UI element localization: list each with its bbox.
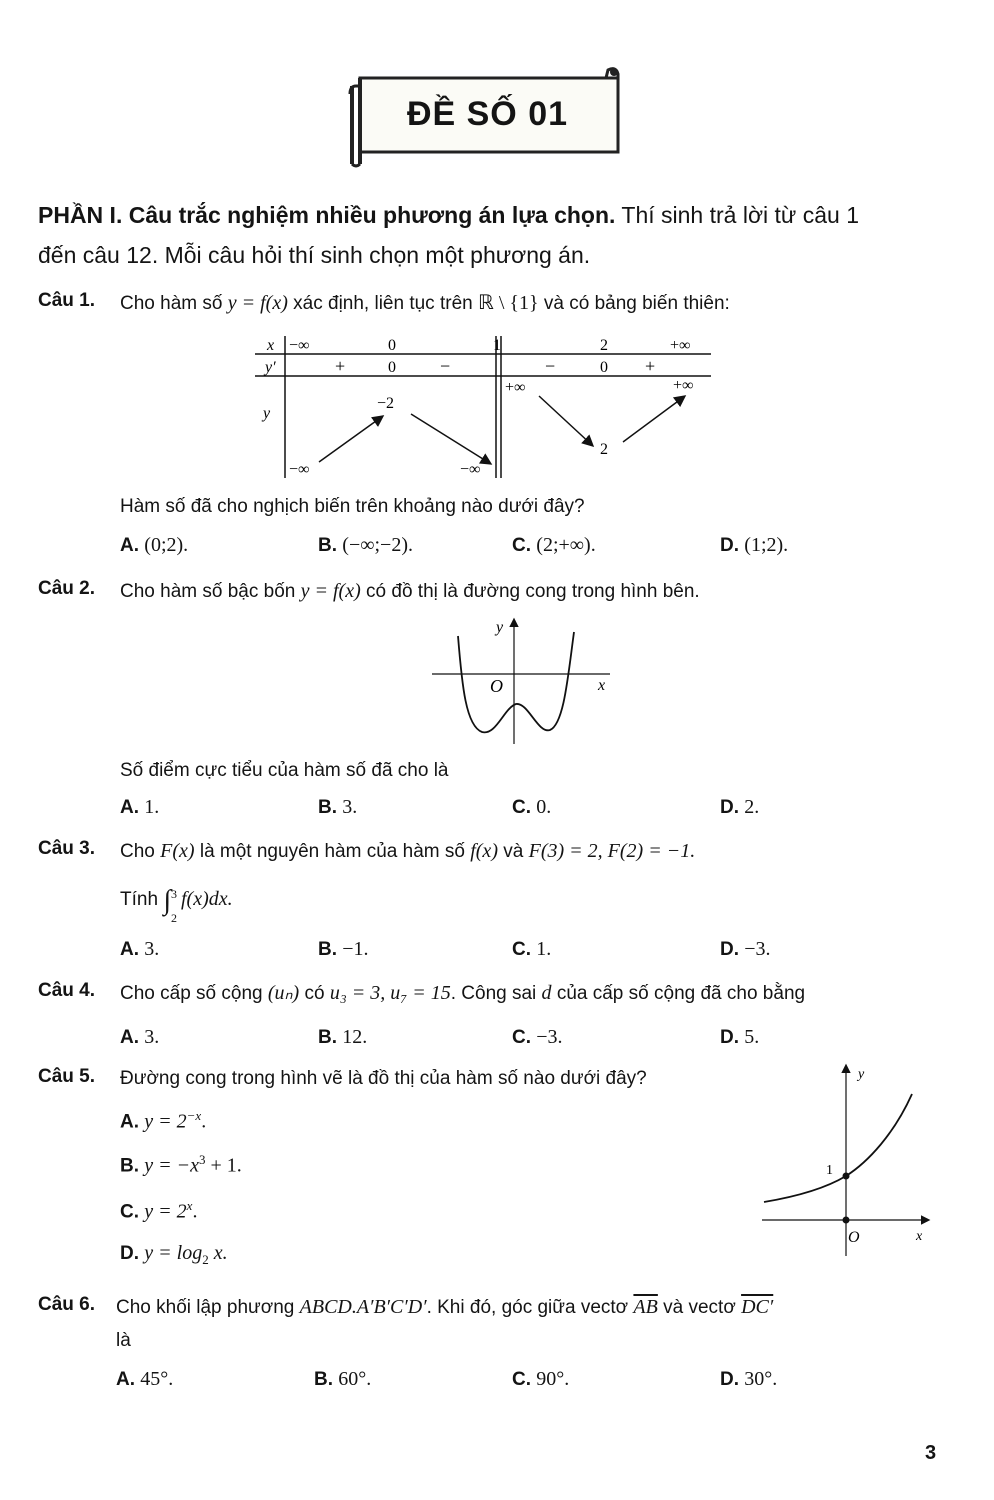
q3-option-c-key: C.: [512, 939, 531, 960]
q1-option-d-key: D.: [720, 535, 739, 556]
q6-vector-dc: DC′: [741, 1296, 774, 1318]
q3-f: f(x): [470, 840, 498, 862]
q5-option-a-end: .: [201, 1110, 207, 1133]
q1-text-a: Cho hàm số: [120, 293, 223, 314]
graph-y-label: y: [858, 1067, 865, 1082]
q6-option-a-key: A.: [116, 1369, 135, 1390]
q6-option-a[interactable]: [116, 1368, 173, 1391]
q3-line2: [120, 884, 233, 924]
q6-option-c[interactable]: [512, 1368, 569, 1391]
q2-option-d[interactable]: [720, 796, 759, 819]
q1-option-d[interactable]: [720, 534, 788, 557]
graph-origin: O: [848, 1229, 860, 1246]
q1-option-c[interactable]: [512, 534, 596, 557]
q1-domain: ℝ \ {1}: [477, 292, 539, 314]
y-val-0: −∞: [289, 461, 310, 478]
x-val-0: −∞: [289, 337, 310, 354]
q3-option-b[interactable]: [318, 938, 369, 961]
page-number: 3: [925, 1442, 937, 1464]
page-title: ĐỀ SỐ 01: [406, 95, 569, 133]
q4-text-a: Cho cấp số cộng: [120, 983, 263, 1004]
q5-option-c-base: y = 2: [144, 1200, 187, 1223]
table-x-label: x: [267, 337, 275, 354]
origin-dot: [843, 1217, 850, 1224]
arrow-down-2: [539, 396, 593, 446]
q2-question: Số điểm cực tiểu của hàm số đã cho là: [120, 760, 449, 781]
q1-option-a-key: A.: [120, 535, 139, 556]
q2-option-a[interactable]: [120, 796, 159, 819]
q5-option-c-end: .: [192, 1200, 198, 1223]
x-val-4: +∞: [670, 337, 691, 354]
q5-text: Đường cong trong hình vẽ là đồ thị của hàm số nào dưới đây?: [120, 1068, 647, 1089]
q2-option-c-key: C.: [512, 797, 531, 818]
q2-formula: y = f(x): [300, 580, 361, 602]
q4-text: [120, 980, 805, 1007]
arrow-up-2: [623, 396, 685, 442]
q2-option-d-text: 2.: [744, 796, 760, 818]
part-title: PHẦN I. Câu trắc nghiệm nhiều phương án lựa chọn.: [38, 202, 616, 228]
q4-option-c-text: −3.: [536, 1026, 563, 1048]
integral-upper: 3: [170, 886, 177, 901]
arrow-up-1: [319, 416, 383, 462]
q2-option-d-key: D.: [720, 797, 739, 818]
table-y-label: y: [263, 405, 271, 422]
yp-sign-0: +: [335, 356, 346, 376]
y-val-1: −2: [377, 395, 395, 412]
q3-text-b: là một nguyên hàm của hàm số: [199, 841, 465, 862]
q4-option-a[interactable]: [120, 1026, 159, 1049]
q3-option-d-key: D.: [720, 939, 739, 960]
q4-option-b-text: 12.: [342, 1026, 368, 1048]
q5-option-d-sub: 2: [202, 1251, 209, 1267]
q1-text-b: xác định, liên tục trên: [293, 293, 473, 314]
quartic-graph: [430, 616, 620, 746]
q6-option-c-text: 90°.: [536, 1368, 570, 1390]
q5-label: Câu 5.: [38, 1066, 96, 1087]
q3-integrand: f(x)dx.: [180, 888, 233, 910]
q1-option-c-text: (2;+∞).: [536, 534, 596, 556]
q4-text-b: có: [304, 983, 325, 1004]
q1-option-a-text: (0;2).: [144, 534, 189, 556]
q5-option-b[interactable]: [120, 1152, 242, 1177]
q3-option-c[interactable]: [512, 938, 551, 961]
q5-option-c[interactable]: [120, 1198, 197, 1223]
q4-d: d: [541, 982, 552, 1004]
q3-option-b-text: −1.: [342, 938, 369, 960]
q3-option-d[interactable]: [720, 938, 771, 961]
q1-option-a[interactable]: [120, 534, 188, 557]
y-val-4: 2: [600, 441, 608, 458]
graph-y-label: y: [496, 619, 504, 636]
quartic-curve: [458, 632, 574, 732]
q2-option-c[interactable]: [512, 796, 551, 819]
q3-option-a-key: A.: [120, 939, 139, 960]
q5-option-b-base: y = −x: [144, 1154, 200, 1177]
q4-option-b-key: B.: [318, 1027, 337, 1048]
q4-text-c: . Công sai: [450, 983, 537, 1004]
q5-option-a[interactable]: [120, 1108, 206, 1133]
q5-option-a-base: y = 2: [144, 1110, 187, 1133]
yp-sign-3: −: [545, 356, 556, 376]
q2-option-c-text: 0.: [536, 796, 552, 818]
q3-text-c: và: [503, 841, 524, 862]
table-yp-label: y′: [265, 359, 276, 376]
q6-vector-ab: $\overline{AB}$: [633, 1296, 658, 1318]
q4-option-d[interactable]: [720, 1026, 759, 1049]
q5-option-b-key: B.: [120, 1155, 139, 1177]
q5-option-b-end: + 1.: [205, 1154, 242, 1177]
q2-label: Câu 2.: [38, 578, 96, 599]
integral-sign: ∫: [163, 885, 171, 916]
yp-sign-2: −: [440, 356, 451, 376]
q4-condition: u₃ = 3, u₇ = 15: [329, 982, 451, 1004]
q4-option-c[interactable]: [512, 1026, 563, 1049]
q6-option-d-text: 30°.: [744, 1368, 778, 1390]
q6-text-a: Cho khối lập phương: [116, 1297, 295, 1318]
q2-text-b: có đồ thị là đường cong trong hình bên.: [366, 581, 700, 602]
q2-text: [120, 578, 700, 605]
q6-option-a-text: 45°.: [140, 1368, 174, 1390]
q6-option-b-text: 60°.: [338, 1368, 372, 1390]
q4-option-c-key: C.: [512, 1027, 531, 1048]
q1-text: [120, 290, 730, 317]
q3-F: F(x): [160, 840, 195, 862]
q1-text-c: và có bảng biến thiên:: [543, 293, 730, 314]
q6-text-c: và vectơ: [663, 1297, 736, 1318]
q3-option-d-text: −3.: [744, 938, 771, 960]
q3-option-a-text: 3.: [144, 938, 160, 960]
q3-option-a[interactable]: [120, 938, 159, 961]
q2-option-a-text: 1.: [144, 796, 160, 818]
q4-option-d-text: 5.: [744, 1026, 760, 1048]
q1-option-b-text: (−∞;−2).: [342, 534, 413, 556]
q4-text-d: của cấp số cộng đã cho bằng: [556, 983, 806, 1004]
q6-option-d-key: D.: [720, 1369, 739, 1390]
q2-option-b[interactable]: [318, 796, 357, 819]
q6-line2: là: [116, 1330, 131, 1351]
q4-label: Câu 4.: [38, 980, 96, 1001]
q1-formula: y = f(x): [227, 292, 288, 314]
tick-one: 1: [826, 1163, 833, 1178]
q5-option-b-sup: 3: [199, 1152, 206, 1167]
q1-label: Câu 1.: [38, 290, 96, 311]
q2-option-b-key: B.: [318, 797, 337, 818]
q5-option-a-sup: −x: [186, 1108, 202, 1123]
part-instructions-2: đến câu 12. Mỗi câu hỏi thí sinh chọn một phương án.: [38, 242, 591, 268]
q2-option-b-text: 3.: [342, 796, 358, 818]
q4-option-a-key: A.: [120, 1027, 139, 1048]
q1-option-c-key: C.: [512, 535, 531, 556]
y-val-5: +∞: [673, 377, 694, 394]
part-heading: [38, 195, 958, 275]
q1-question: Hàm số đã cho nghịch biến trên khoảng nào dưới đây?: [120, 496, 585, 517]
q4-sequence: (uₙ): [267, 982, 300, 1004]
x-val-1: 0: [388, 337, 396, 354]
exponential-curve: [764, 1094, 912, 1202]
yp-sign-1: 0: [388, 359, 396, 376]
q5-option-d[interactable]: [120, 1242, 228, 1268]
q5-option-d-key: D.: [120, 1243, 139, 1264]
graph-x-label: x: [916, 1229, 923, 1244]
y-val-3: +∞: [505, 379, 526, 396]
yp-sign-4: 0: [600, 359, 608, 376]
q1-option-d-text: (1;2).: [744, 534, 789, 556]
q5-option-c-sup: x: [186, 1198, 193, 1213]
q3-condition: F(3) = 2, F(2) = −1.: [528, 840, 696, 862]
yp-sign-5: +: [645, 356, 656, 376]
variation-table: [255, 334, 715, 480]
x-val-2: 1: [493, 337, 501, 354]
graph-x-label: x: [598, 677, 606, 694]
q4-option-b[interactable]: [318, 1026, 367, 1049]
q6-solid: ABCD.A′B′C′D′: [299, 1296, 427, 1318]
exponential-graph: [760, 1062, 940, 1258]
q5-option-a-key: A.: [120, 1111, 139, 1133]
q3-option-c-text: 1.: [536, 938, 552, 960]
q3-label: Câu 3.: [38, 838, 96, 859]
q5-option-d-base: y = log: [144, 1242, 203, 1264]
q4-option-a-text: 3.: [144, 1026, 160, 1048]
q3-text: [120, 838, 695, 865]
graph-origin: O: [490, 676, 503, 696]
q5-option-d-end: x.: [208, 1242, 228, 1264]
y-val-2: −∞: [460, 461, 481, 478]
q2-option-a-key: A.: [120, 797, 139, 818]
arrow-down-1: [411, 414, 491, 464]
integral-lower: 2: [170, 910, 177, 925]
q6-option-d[interactable]: [720, 1368, 777, 1391]
q4-option-d-key: D.: [720, 1027, 739, 1048]
q6-text-b: . Khi đó, góc giữa vectơ: [426, 1297, 629, 1318]
q3-line2-text: Tính: [120, 889, 159, 910]
q6-label: Câu 6.: [38, 1294, 96, 1315]
q1-option-b-key: B.: [318, 535, 337, 556]
q2-text-a: Cho hàm số bậc bốn: [120, 581, 296, 602]
q6-text: [116, 1294, 773, 1321]
q3-text-a: Cho: [120, 841, 155, 862]
x-val-3: 2: [600, 337, 608, 354]
q6-option-b[interactable]: [314, 1368, 371, 1391]
q5-option-c-key: C.: [120, 1201, 139, 1223]
q1-option-b[interactable]: [318, 534, 413, 557]
part-instructions-1: Thí sinh trả lời từ câu 1: [615, 202, 859, 228]
q6-option-b-key: B.: [314, 1369, 333, 1390]
q6-option-c-key: C.: [512, 1369, 531, 1390]
q3-option-b-key: B.: [318, 939, 337, 960]
